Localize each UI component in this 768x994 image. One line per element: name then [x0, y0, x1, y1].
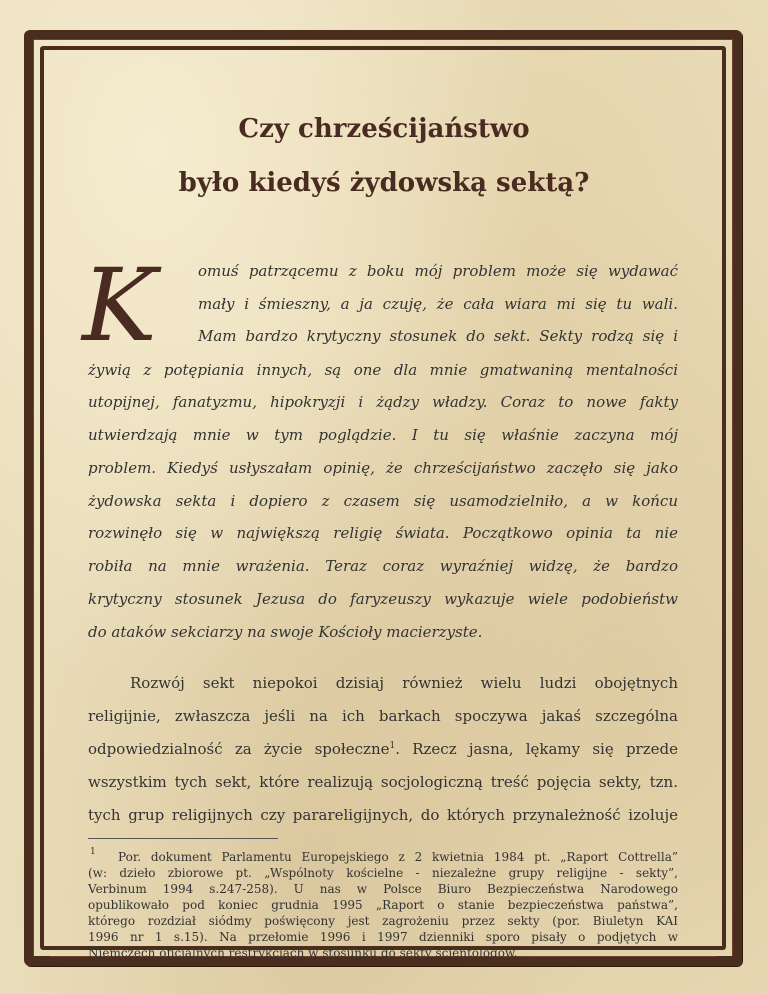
body-text: odpowiedzialność za życie społeczne	[88, 740, 390, 758]
intro-line: żydowska sekta i dopiero z czasem się usamodzielniło, a w końcu	[88, 492, 678, 510]
footnote-line: 1996 nr 1 s.15). Na przełomie 1996 i 1997 dzienniki sporo pisały o podjętych w	[88, 930, 678, 944]
intro-line: utwierdzają mnie w tym poglądzie. I tu się właśnie zaczyna mój	[88, 426, 678, 444]
frame-corner-ornament	[28, 938, 50, 960]
footnote-reference[interactable]: 1	[389, 741, 396, 751]
body-line: Rozwój sekt niepokoi dzisiaj również wielu ludzi obojętnych	[130, 674, 678, 692]
body-line	[88, 740, 678, 758]
intro-line: rozwinęło się w największą religię świata. Początkowo opinia ta nie	[88, 524, 678, 542]
footnote-line: Por. dokument Parlamentu Europejskiego z 2 kwietnia 1984 pt. „Raport Cottrella”	[118, 850, 678, 864]
frame-corner-ornament	[716, 34, 738, 56]
intro-line: żywią z potępiania innych, są one dla mnie gmatwaniną mentalności	[88, 361, 678, 379]
page-title-line-2: było kiedyś żydowską sektą?	[178, 168, 590, 198]
body-line: wszystkim tych sekt, które realizują socjologiczną treść pojęcia sekty, tzn.	[88, 773, 678, 791]
body-text: . Rzecz jasna, lękamy się przede	[395, 740, 678, 758]
intro-line: robiła na mnie wrażenia. Teraz coraz wyraźniej widzę, że bardzo	[88, 557, 678, 575]
page-title-line-1: Czy chrześcijaństwo	[238, 114, 530, 144]
footnote-marker: 1	[90, 847, 96, 857]
body-line: tych grup religijnych czy parareligijnych, do których przynależność izoluje	[88, 806, 678, 824]
frame-corner-ornament	[28, 34, 50, 56]
frame-corner-ornament	[716, 938, 738, 960]
footnote-line: (w: dziełо zbiorowe pt. „Wspólnoty kościelne - niezależne grupy religijne - sekty”,	[88, 866, 678, 880]
intro-line: mały i śmieszny, a ja czuję, że cała wiara mi się tu wali.	[198, 295, 678, 313]
intro-line: krytyczny stosunek Jezusa do faryzeuszy wykazuje wiele podobieństw	[88, 590, 678, 608]
intro-line: utopijnej, fanatyzmu, hipokryzji i żądzy władzy. Coraz to nowe fakty	[88, 393, 678, 411]
intro-line: problem. Kiedyś usłyszałam opinię, że chrześcijaństwo zaczęło się jako	[88, 459, 678, 477]
intro-line: omuś patrzącemu z boku mój problem może się wydawać	[198, 262, 678, 280]
footnote-divider	[88, 838, 278, 839]
drop-cap: K	[82, 247, 157, 364]
footnote-line: Niemczech oficjalnych restrykcjach w stosunku do sekty scjentologów.	[88, 946, 518, 960]
footnote-line: którego rozdział siódmy poświęcony jest zagrożeniu przez sekty (por. Biuletyn KAI	[88, 914, 678, 928]
intro-line: do ataków sekciarzy na swoje Kościoły macierzyste.	[88, 623, 483, 641]
footnote-line: Verbinum 1994 s.247-258). U nas w Polsce Biuro Bezpieczeństwa Narodowego	[88, 882, 678, 896]
footnote-line: opublikowało pod koniec grudnia 1995 „Raport o stanie bezpieczeństwa państwa”,	[88, 898, 678, 912]
body-line: religijnie, zwłaszcza jeśli na ich barkach spoczywa jakaś szczególna	[88, 707, 678, 725]
intro-line: Mam bardzo krytyczny stosunek do sekt. Sekty rodzą się i	[198, 327, 678, 345]
